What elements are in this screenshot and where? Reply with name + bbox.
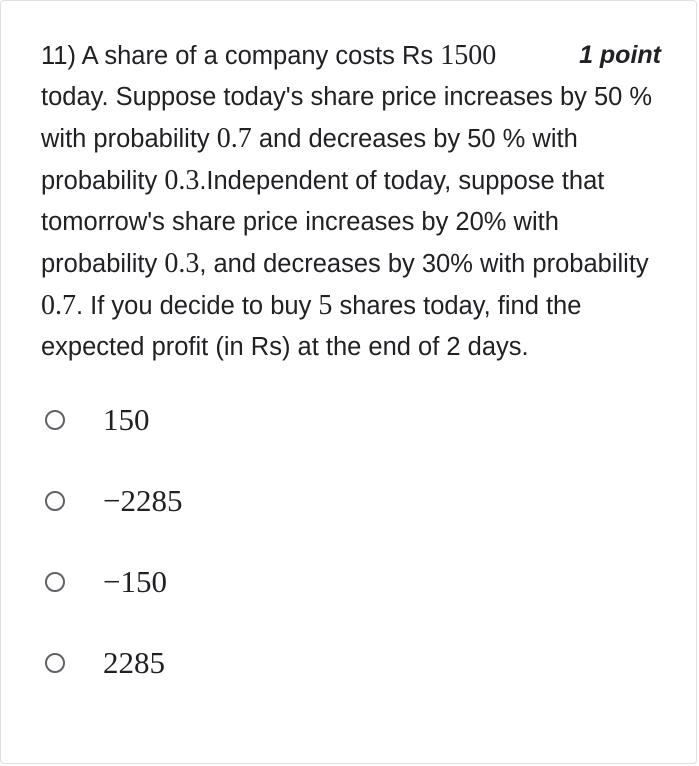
option-label: 2285 (103, 644, 165, 680)
question-body (41, 42, 652, 361)
radio-button[interactable] (45, 653, 65, 673)
option-label: 150 (103, 401, 150, 437)
question-text-segment: A share of a company costs Rs (81, 42, 441, 70)
option-label: −2285 (103, 482, 183, 518)
math-value: 0.7 (216, 123, 252, 154)
radio-button[interactable] (45, 491, 65, 511)
question-text (41, 35, 669, 368)
math-value: 1500 (440, 40, 497, 71)
math-value: 0.3 (164, 248, 200, 279)
option-4[interactable] (41, 622, 661, 703)
option-3[interactable] (41, 541, 661, 622)
math-value: 5 (318, 290, 333, 321)
option-1[interactable] (41, 379, 661, 460)
question-text-segment: today. Suppose today's share price increases by 50 % with probability (41, 83, 653, 153)
math-value: 0.3 (164, 165, 200, 196)
question-text-segment: and decreases by 50 % with probability (41, 125, 578, 195)
question-text-segment: .Independent of today, suppose that tomorrow's share price increases by 20% with probability (41, 167, 605, 278)
option-label: −150 (103, 563, 167, 599)
radio-button[interactable] (45, 410, 65, 430)
option-2[interactable] (41, 460, 661, 541)
radio-button[interactable] (45, 572, 65, 592)
points-label: 1 point (579, 41, 661, 69)
math-value: 0.7 (41, 290, 76, 321)
question-text-segment: . If you decide to buy (76, 292, 319, 320)
question-text-segment: shares today, find the expected profit (in Rs) at the end of 2 days. (41, 292, 582, 361)
question-text-segment: , and decreases by 30% with probability (199, 250, 649, 278)
answer-options (41, 379, 661, 703)
question-number: 11) (41, 42, 76, 70)
